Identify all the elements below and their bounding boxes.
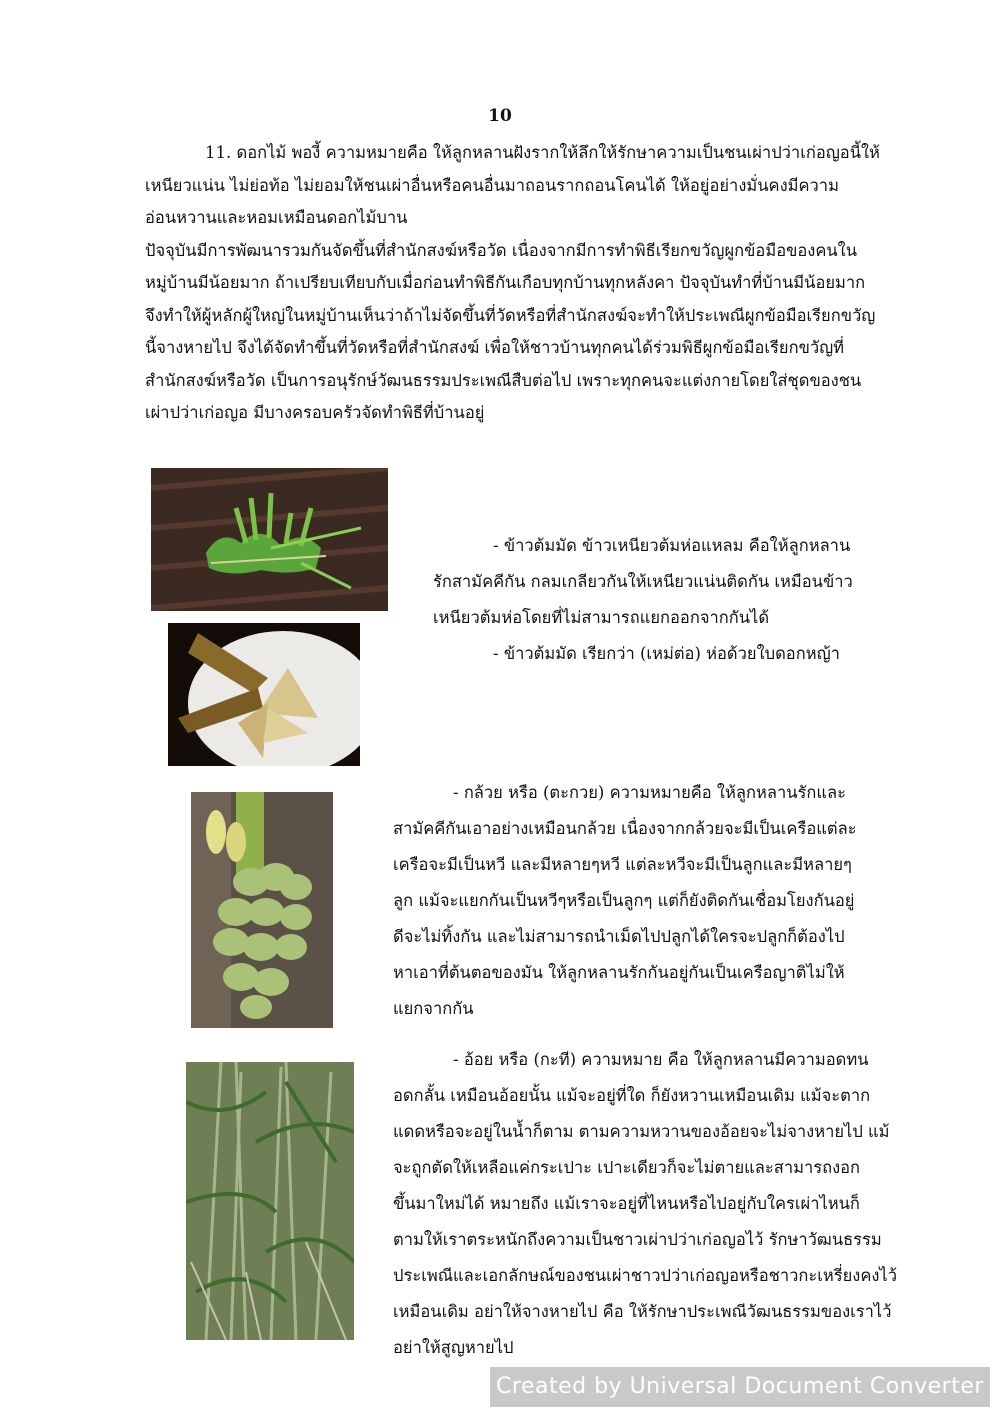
- text-line: ดีจะไม่ทิ้งกัน และไม่สามารถนำเม็ดไปปลูกได้ใครจะปลูกก็ต้องไป: [393, 927, 845, 946]
- sugarcane-text: [393, 1042, 908, 1366]
- photo-banana: [191, 792, 333, 1028]
- banana-text: [393, 775, 903, 1027]
- khao-tom-text: [433, 528, 903, 672]
- text-line: เหนียวต้มห่อโดยที่ไม่สามารถแยกออกจากกันได้: [433, 608, 770, 627]
- photo-khao-tom-plate: [168, 623, 360, 766]
- intro-paragraph: [145, 137, 907, 430]
- text-line: แดดหรือจะอยู่ในน้ำก็ตาม ตามความหวานของอ้อยจะไม่จางหายไป แม้: [393, 1122, 890, 1141]
- text-line: เหนียวแน่น ไม่ย่อท้อ ไม่ยอมให้ชนเผ่าอื่นหรือคนอื่นมาถอนรากถอนโคนได้ ให้อยู่อย่างมั่นคงมีความ: [145, 175, 839, 195]
- text-line: เผ่าปว่าเก่อญอ มีบางครอบครัวจัดทำพิธีที่บ้านอยู่: [145, 403, 485, 422]
- text-line: ขึ้นมาใหม่ได้ หมายถึง แม้เราจะอยู่ที่ไหนหรือไปอยู่กับใครเผ่าไหนก็: [393, 1194, 860, 1213]
- text-line: นี้จางหายไป จึงได้จัดทำขึ้นที่วัดหรือที่สำนักสงฆ์ เพื่อให้ชาวบ้านทุกคนได้ร่วมพิธีผูกข้อมือเรียกขวัญที่: [145, 338, 845, 357]
- text-line: อ่อนหวานและหอมเหมือนดอกไม้บาน: [145, 208, 408, 227]
- text-line: เหมือนเดิม อย่าให้จางหายไป คือ ให้รักษาประเพณีวัฒนธรรมของเราไว้: [393, 1302, 892, 1321]
- photo-sugarcane: [186, 1062, 354, 1340]
- text-line: รักสามัคคีกัน กลมเกลียวกันให้เหนียวแน่นติดกัน เหมือนข้าว: [433, 572, 853, 591]
- text-line: อย่าให้สูญหายไป: [393, 1338, 514, 1357]
- text-line: จึงทำให้ผู้หลักผู้ใหญ่ในหมู่บ้านเห็นว่าถ้าไม่จัดขึ้นที่วัดหรือที่สำนักสงฆ์จะทำให้ประเพณีผูกข้อมือเรียกขวัญ: [145, 305, 876, 325]
- text-line: สำนักสงฆ์หรือวัด เป็นการอนุรักษ์วัฒนธรรมประเพณีสืบต่อไป เพราะทุกคนจะแต่งกายโดยใส่ชุดของชน: [145, 370, 862, 390]
- text-line: เครือจะมีเป็นหวี และมีหลายๆหวี แต่ละหวีจะมีเป็นลูกและมีหลายๆ: [393, 855, 852, 874]
- page-number: 10: [488, 106, 512, 126]
- text-line: อดกลั้น เหมือนอ้อยนั้น แม้จะอยู่ที่ใด ก็ยังหวานเหมือนเดิม แม้จะตาก: [393, 1086, 871, 1105]
- text-line: ตามให้เราตระหนักถึงความเป็นชาวเผ่าปว่าเก่อญอไว้ รักษาวัฒนธรรม: [393, 1230, 882, 1249]
- text-line: - อ้อย หรือ (กะที) ความหมาย คือ ให้ลูกหลานมีความอดทน: [453, 1050, 869, 1069]
- text-line: หาเอาที่ต้นตอของมัน ให้ลูกหลานรักกันอยู่กันเป็นเครือญาติไม่ให้: [393, 963, 845, 982]
- text-line: หมู่บ้านมีน้อยมาก ถ้าเปรียบเทียบกับเมื่อก่อนทำพิธีกันเกือบทุกบ้านทุกหลังคา ปัจจุบันทำที่บ้านมีน้อยมาก: [145, 273, 866, 292]
- text-line: แยกจากกัน: [393, 999, 474, 1018]
- text-line: ประเพณีและเอกลักษณ์ของชนเผ่าชาวปว่าเก่อญอหรือชาวกะเหรี่ยงคงไว้: [393, 1266, 897, 1285]
- photo-khao-tom-leaves: [151, 468, 388, 611]
- text-line: - กล้วย หรือ (ตะกวย) ความหมายคือ ให้ลูกหลานรักและ: [453, 783, 846, 802]
- text-line: ปัจจุบันมีการพัฒนารวมกันจัดขึ้นที่สำนักสงฆ์หรือวัด เนื่องจากมีการทำพิธีเรียกขวัญผูกข้อมือของคนใน: [145, 240, 858, 260]
- text-line: จะถูกตัดให้เหลือแค่กระเปาะ เปาะเดียวก็จะไม่ตายและสามารถงอก: [393, 1158, 861, 1177]
- text-line: 11. ดอกไม้ พองี้ ความหมายคือ ให้ลูกหลานฝังรากให้ลึกให้รักษาความเป็นชนเผ่าปว่าเก่อญอนี้ให้: [205, 143, 880, 162]
- text-line: สามัคคีกันเอาอย่างเหมือนกล้วย เนื่องจากกล้วยจะมีเป็นเครือแต่ละ: [393, 819, 857, 838]
- text-line: - ข้าวต้มมัด ข้าวเหนียวต้มห่อแหลม คือให้ลูกหลาน: [493, 536, 851, 555]
- converter-watermark: Created by Universal Document Converter: [490, 1367, 990, 1407]
- text-line: - ข้าวต้มมัด เรียกว่า (เหม่ต่อ) ห่อด้วยใบดอกหญ้า: [493, 644, 840, 663]
- text-line: ลูก แม้จะแยกกันเป็นหวีๆหรือเป็นลูกๆ แต่ก็ยังติดกันเชื่อมโยงกันอยู่: [393, 891, 855, 910]
